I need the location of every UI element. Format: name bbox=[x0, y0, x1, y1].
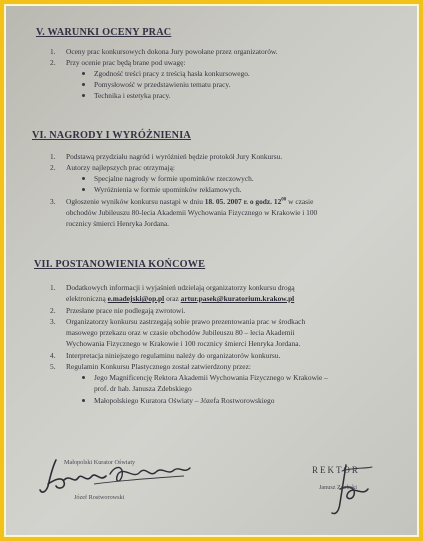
section-6-bullet-1: Specjalne nagrody w formie upominków rzeczowych. bbox=[94, 174, 254, 183]
section-7-item-2: Przesłane prace nie podlegają zwrotowi. bbox=[66, 306, 186, 315]
section-7-item-3-num: 3. bbox=[50, 317, 56, 326]
signature-right-name: Janusz Zdebski bbox=[319, 484, 357, 491]
section-7-heading: VII. POSTANOWIENIA KOŃCOWE bbox=[34, 259, 206, 270]
section-7-item-3: Organizatorzy konkursu zastrzegają sobie prawo prezentowania prac w środkach bbox=[66, 317, 306, 326]
bullet-icon bbox=[82, 177, 85, 180]
section-7-bullet-2: Małopolskiego Kuratora Oświaty – Józefa Rostworowskiego bbox=[94, 396, 275, 405]
document-page bbox=[6, 6, 417, 535]
section-5-item-2: Przy ocenie prac będą brane pod uwagę: bbox=[66, 58, 186, 67]
signature-left-title: Małopolski Kurator Oświaty bbox=[64, 459, 136, 466]
section-6-item-2-num: 2. bbox=[50, 163, 56, 172]
section-7-item-4: Interpretacja niniejszego regulaminu należy do organizatorów konkursu. bbox=[66, 351, 281, 360]
section-5-bullet-1: Zgodność treści pracy z treścią hasła konkursowego. bbox=[94, 69, 250, 78]
section-5-bullet-2: Pomysłowość w przedstawieniu tematu pracy. bbox=[94, 80, 231, 89]
section-7-item-3-line-2: masowego przekazu oraz w czasie obchodów Jubileuszu 80 – lecia Akademii bbox=[66, 328, 295, 337]
section-6-item-3-line-3: rocznicy śmierci Henryka Jordana. bbox=[66, 219, 170, 228]
section-7-item-4-num: 4. bbox=[50, 351, 56, 360]
section-7-item-1: Dodatkowych informacji i wyjaśnień udzielają organizatorzy konkursu drogą bbox=[66, 283, 295, 292]
section-7-item-1-num: 1. bbox=[50, 283, 56, 292]
section-7-item-2-num: 2. bbox=[50, 306, 56, 315]
section-6-item-3-num: 3. bbox=[50, 197, 56, 206]
section-6-item-3-line-2: obchodów Jubileuszu 80-lecia Akademii Wychowania Fizycznego w Krakowie i 100 bbox=[66, 208, 318, 217]
bullet-icon bbox=[82, 399, 85, 402]
section-6-item-1: Podstawą przydziału nagród i wyróżnień będzie protokół Jury Konkursu. bbox=[66, 152, 283, 161]
section-7-item-5-num: 5. bbox=[50, 362, 56, 371]
section-6-item-3: Ogłoszenie wyników konkursu nastąpi w dniu 18. 05. 2007 r. o godz. $12^{00}$ w czasie bbox=[66, 197, 314, 206]
bullet-icon bbox=[82, 188, 85, 191]
section-7-item-3-line-3: Wychowania Fizycznego w Krakowie i 100 rocznicy śmierci Henryka Jordana. bbox=[66, 339, 301, 348]
section-6-heading: VI. NAGRODY I WYRÓŻNIENIA bbox=[32, 130, 191, 141]
section-5-item-1-num: 1. bbox=[50, 47, 56, 56]
bullet-icon bbox=[82, 376, 85, 379]
section-5-item-2-num: 2. bbox=[50, 58, 56, 67]
section-7-bullet-1-line-2: prof. dr hab. Janusza Zdebskiego bbox=[94, 384, 192, 393]
section-6-item-1-num: 1. bbox=[50, 152, 56, 161]
section-5-bullet-3: Technika i estetyka pracy. bbox=[94, 91, 171, 100]
section-7-item-1-line-2: elektroniczną e.madejski@op.pl oraz artur.pasek@kuratorium.krakow.pl bbox=[66, 294, 295, 303]
signature-left-name: Józef Rostworowski bbox=[74, 494, 125, 501]
section-5-item-1: Oceny prac konkursowych dokona Jury powołane przez organizatorów. bbox=[66, 47, 278, 56]
bullet-icon bbox=[82, 83, 85, 86]
signature-right-title: REKTOR bbox=[312, 465, 360, 475]
section-6-bullet-2: Wyróżnienia w formie upominków reklamowych. bbox=[94, 185, 242, 194]
email-link-madejski[interactable]: e.madejski@op.pl bbox=[107, 294, 165, 303]
section-7-item-5: Regulamin Konkursu Plastycznego został zatwierdzony przez: bbox=[66, 362, 251, 371]
section-7-bullet-1: Jego Magnificencję Rektora Akademii Wychowania Fizycznego w Krakowie – bbox=[94, 373, 328, 382]
bullet-icon bbox=[82, 72, 85, 75]
section-6-item-2: Autorzy najlepszych prac otrzymają: bbox=[66, 163, 175, 172]
bullet-icon bbox=[82, 94, 85, 97]
email-link-pasek[interactable]: artur.pasek@kuratorium.krakow.pl bbox=[180, 294, 295, 303]
section-5-heading: V. WARUNKI OCENY PRAC bbox=[36, 27, 172, 38]
